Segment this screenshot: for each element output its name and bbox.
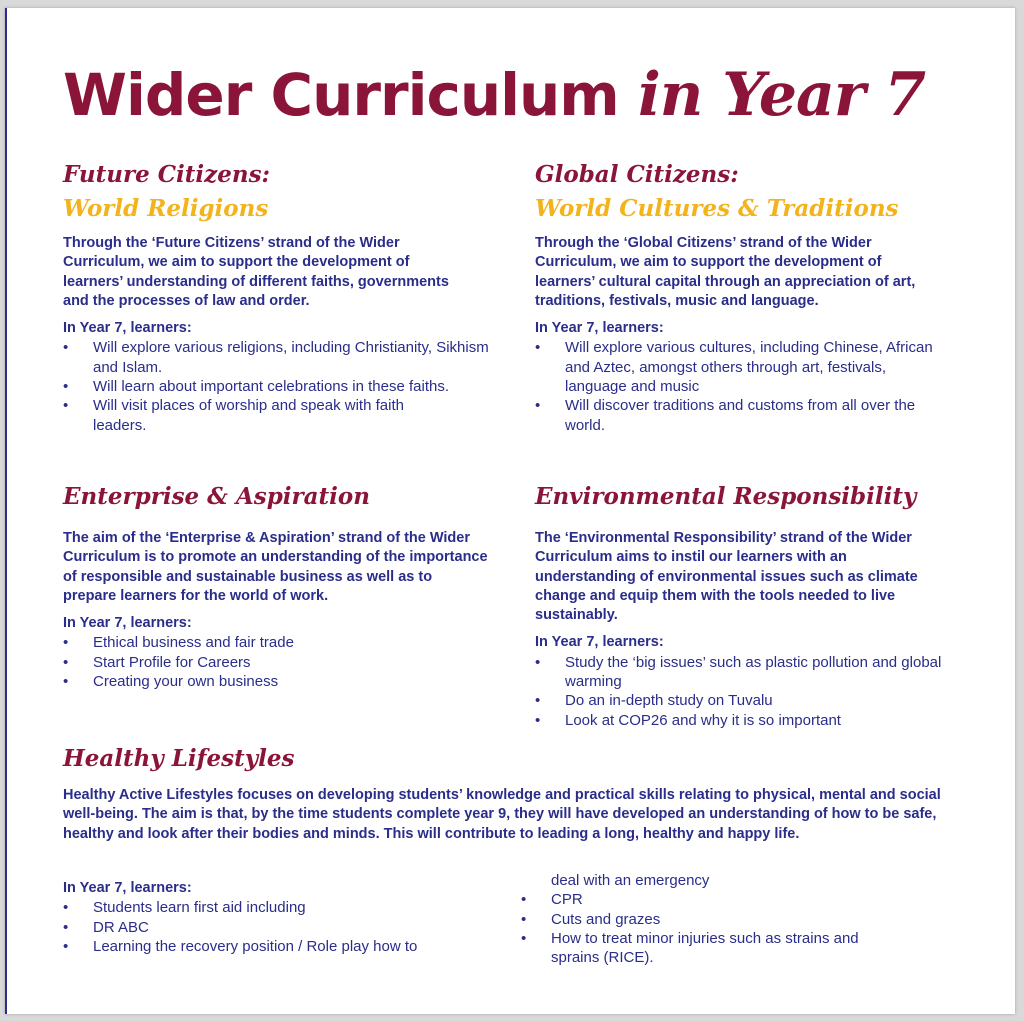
section-heading: Enterprise & Aspiration: [63, 483, 370, 510]
list-item: • How to treat minor injuries such as strains and sprains (RICE).: [521, 929, 941, 968]
section-intro: Through the ‘Global Citizens’ strand of the Wider Curriculum, we aim to support the development of learners’ cultural capital through an appreciation of art, traditions, festivals, music and language.: [535, 235, 916, 309]
bullet-list: [63, 633, 493, 691]
section-lead: In Year 7, learners:: [535, 320, 664, 337]
section-subheading: World Religions: [63, 195, 269, 222]
document-page: [5, 8, 1015, 1014]
list-item: • Will learn about important celebrations in these faiths.: [63, 377, 491, 396]
page-title-script: in Year 7: [637, 60, 926, 130]
section-intro: Healthy Active Lifestyles focuses on developing students’ knowledge and practical skills relating to physical, mental and social well-being. The aim is that, by the time students complete year 9, they will have developed an understanding of how to be safe, healthy and look after their bodies and minds. This will contribute to leading a long, healthy and happy life.: [63, 787, 941, 842]
bullet-list: [521, 871, 941, 967]
section-lead: In Year 7, learners:: [63, 880, 192, 896]
list-item: • DR ABC: [63, 918, 503, 937]
list-item: • Creating your own business: [63, 672, 493, 691]
section-lead: In Year 7, learners:: [535, 634, 664, 651]
section-environmental-responsibility: [535, 480, 965, 730]
list-item: • Students learn first aid including: [63, 898, 503, 917]
list-item: • Will explore various religions, including Christianity, Sikhism and Islam.: [63, 338, 491, 377]
section-subheading: World Cultures & Traditions: [535, 195, 899, 222]
section-lead: In Year 7, learners:: [63, 320, 192, 337]
list-item: • Cuts and grazes: [521, 910, 941, 929]
section-heading: Environmental Responsibility: [535, 483, 917, 510]
healthy-list-right: [521, 871, 941, 967]
bullet-list: [63, 898, 503, 956]
section-healthy-lifestyles: [63, 742, 963, 844]
list-item: • Ethical business and fair trade: [63, 633, 493, 652]
section-heading: Healthy Lifestyles: [63, 745, 295, 772]
section-heading: Future Citizens:: [63, 161, 271, 188]
section-heading: Global Citizens:: [535, 161, 739, 188]
list-item: • Will discover traditions and customs from all over the world.: [535, 396, 947, 435]
list-item: • CPR: [521, 890, 941, 909]
bullet-list: [63, 338, 491, 434]
section-enterprise-aspiration: [63, 480, 493, 691]
section-future-citizens: [63, 158, 493, 435]
bullet-list: [535, 653, 960, 730]
section-lead: In Year 7, learners:: [63, 615, 192, 632]
list-item: • Will visit places of worship and speak with faith leaders.: [63, 396, 491, 435]
section-global-citizens: [535, 158, 955, 435]
page-title-main: Wider Curriculum: [63, 61, 638, 129]
healthy-list-left: [63, 879, 503, 956]
list-item: • Look at COP26 and why it is so important: [535, 711, 960, 730]
list-item: • Do an in-depth study on Tuvalu: [535, 691, 960, 710]
list-item: • Study the ‘big issues’ such as plastic pollution and global warming: [535, 653, 960, 692]
section-intro: Through the ‘Future Citizens’ strand of the Wider Curriculum, we aim to support the development of learners’ understanding of different faiths, governments and the processes of law and order.: [63, 235, 449, 309]
list-item: • Learning the recovery position / Role play how to: [63, 937, 503, 956]
section-intro: The ‘Environmental Responsibility’ strand of the Wider Curriculum aims to instil our learners with an understanding of environmental issues such as climate change and equip them with the tools needed to live sustainably.: [535, 530, 918, 624]
section-intro: The aim of the ‘Enterprise & Aspiration’ strand of the Wider Curriculum is to promote an understanding of the importance of responsible and sustainable business as well as to prepare learners for the world of work.: [63, 530, 488, 604]
list-item: • Will explore various cultures, including Chinese, African and Aztec, amongst others through art, festivals, language and music: [535, 338, 947, 396]
page-left-rule: [5, 8, 7, 1014]
page-title: [63, 60, 925, 130]
list-item: • Start Profile for Careers: [63, 653, 493, 672]
bullet-list: [535, 338, 947, 434]
list-item-continuation: deal with an emergency: [551, 872, 710, 889]
